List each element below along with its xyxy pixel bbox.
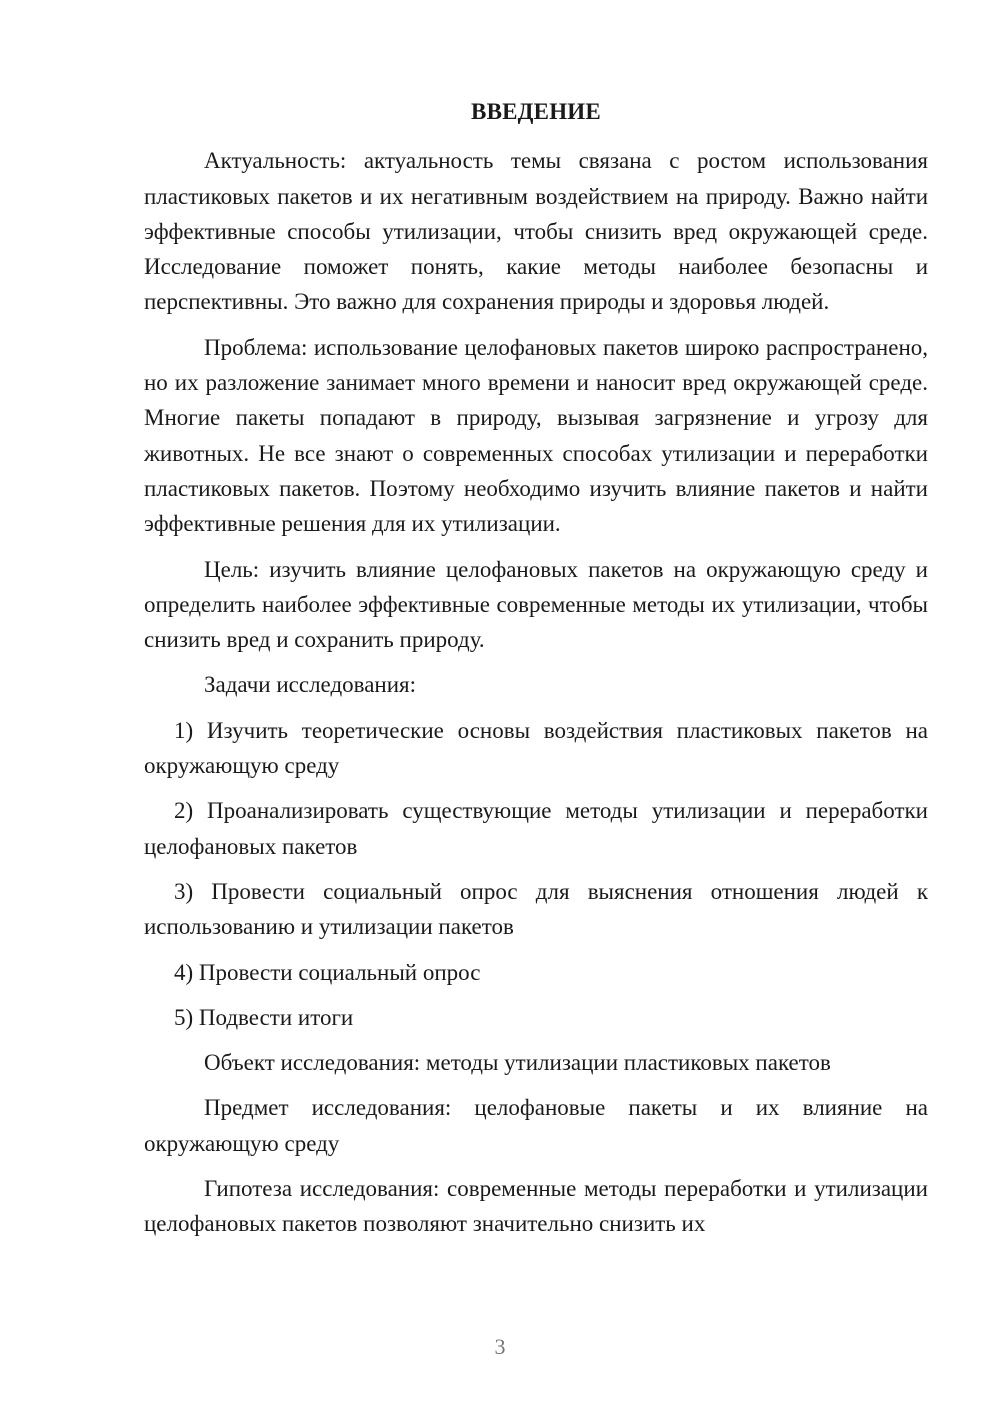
hypothesis-paragraph: Гипотеза исследования: современные методы переработки и утилизации целофановых пакетов позволяют значительно снизить их — [144, 1176, 928, 1237]
page-body — [144, 94, 928, 1252]
page-number: 3 — [494, 1334, 506, 1359]
goal-paragraph: Цель: изучить влияние целофановых пакетов на окружающую среду и определить наиболее эффективные современные методы их утилизации, чтобы снизить вред и сохранить природу. — [144, 556, 928, 653]
task-item-1: 1) Изучить теоретические основы воздействия пластиковых пакетов на окружающую среду — [144, 717, 928, 779]
subject-paragraph: Предмет исследования: целофановые пакеты и их влияние на окружающую среду — [144, 1095, 928, 1156]
task-item-3: 3) Провести социальный опрос для выяснения отношения людей к использованию и утилизации пакетов — [144, 878, 928, 940]
problem-paragraph: Проблема: использование целофановых пакетов широко распространено, но их разложение занимает много времени и наносит вред окружающей среде. Многие пакеты попадают в природу, вызывая загрязнение и угрозу для животных. Не все знают о современных способах утилизации и переработки пластиковых пакетов. Поэтому необходимо изучить влияние пакетов и найти эффективные решения для их утилизации. — [144, 334, 928, 537]
task-item-4: 4) Провести социальный опрос — [174, 959, 481, 985]
object-paragraph: Объект исследования: методы утилизации пластиковых пакетов — [204, 1050, 831, 1076]
task-item-5: 5) Подвести итоги — [174, 1004, 354, 1030]
tasks-heading: Задачи исследования: — [204, 672, 417, 698]
task-item-2: 2) Проанализировать существующие методы утилизации и переработки целофановых пакетов — [144, 798, 928, 859]
section-title: ВВЕДЕНИЕ — [471, 99, 601, 124]
relevance-paragraph: Актуальность: актуальность темы связана с ростом использования пластиковых пакетов и их негативным воздействием на природу. Важно найти эффективные способы утилизации, чтобы снизить вред окружающей среде. Исследование поможет понять, какие методы наиболее безопасны и перспективны. Это важно для сохранения природы и здоровья людей. — [144, 148, 928, 315]
